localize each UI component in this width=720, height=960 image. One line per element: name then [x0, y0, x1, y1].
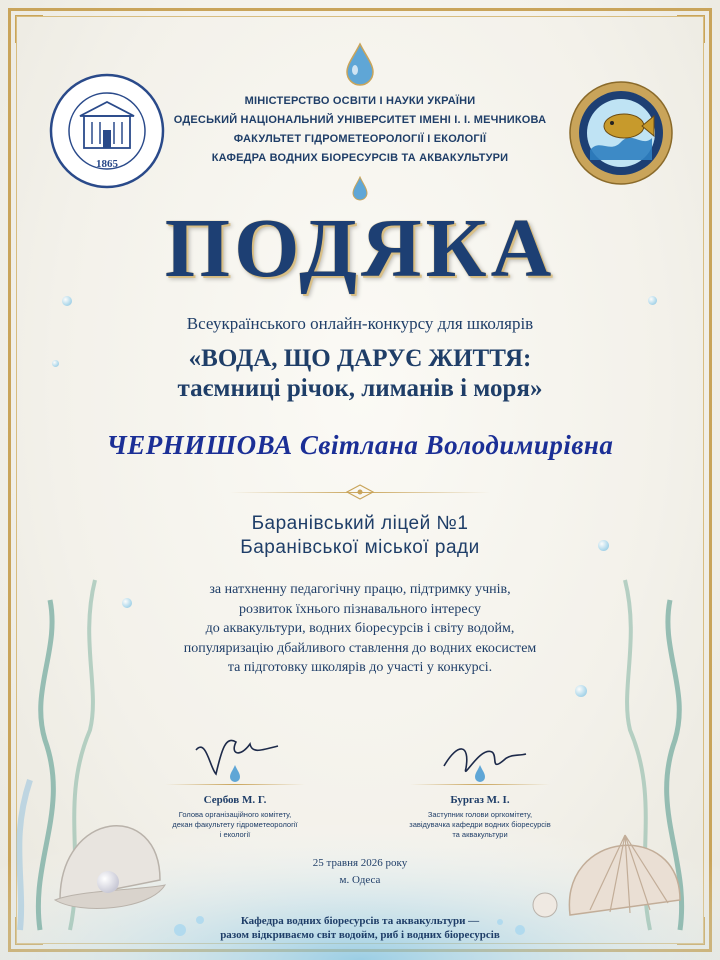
signer-role-line: і екології: [219, 830, 251, 839]
issue-date: 25 травня 2026 року: [312, 857, 408, 869]
signer-right: [375, 794, 585, 840]
signer-role: [375, 810, 585, 840]
bubble-decor: [62, 296, 72, 306]
recipient-name: ЧЕРНИШОВА Світлана Володимирівна: [106, 430, 614, 460]
reason-line: до аквакультури, водних біоресурсів і світу водойм,: [205, 621, 515, 636]
signer-role-line: та аквакультури: [452, 830, 508, 839]
reason-line: за натхненну педагогічну працю, підтримку учнів,: [209, 582, 511, 597]
signature-drop-icon: [228, 764, 242, 784]
school-line: Баранівський ліцей №1: [251, 513, 469, 534]
reason-line: популяризацію дбайливого ставлення до водних екосистем: [183, 640, 537, 656]
ministry-line: ФАКУЛЬТЕТ ГІДРОМЕТЕОРОЛОГІЇ І ЕКОЛОГІЇ: [233, 133, 487, 145]
ornament-diamond-icon: [346, 484, 374, 500]
contest-name: [0, 344, 720, 404]
reason-line: розвиток їхнього пізнавального інтересу: [239, 601, 481, 617]
footer-line: разом відкриваємо світ водойм, риб і водних біоресурсів: [220, 929, 500, 941]
signer-left: [130, 794, 340, 840]
contest-line: таємниці річок, лиманів і моря»: [177, 375, 543, 402]
ministry-line: ОДЕСЬКИЙ НАЦІОНАЛЬНИЙ УНІВЕРСИТЕТ ІМЕНІ І. І. МЕЧНИКОВА: [173, 114, 547, 126]
signer-role-line: Заступник голови оргкомітету,: [427, 810, 533, 819]
signer-role-line: декан факультету гідрометеорології: [172, 820, 298, 829]
issue-place: м. Одеса: [339, 874, 381, 886]
ministry-line: КАФЕДРА ВОДНИХ БІОРЕСУРСІВ ТА АКВАКУЛЬТУРИ: [211, 152, 509, 164]
ministry-header: [90, 92, 630, 168]
water-drop-icon: [344, 42, 376, 88]
certificate-title: ПОДЯКА: [164, 202, 556, 295]
signer-role-line: Голова організаційного комітету,: [178, 810, 292, 819]
contest-line: «ВОДА, ЩО ДАРУЄ ЖИТТЯ:: [188, 345, 532, 372]
reason-line: та підготовку школярів до участі у конкурсі.: [227, 660, 493, 675]
footer-motto: [0, 914, 720, 942]
bubble-decor: [648, 296, 657, 305]
date-place: [0, 855, 720, 889]
seal-year: 1865: [96, 158, 118, 170]
bubble-decor: [575, 685, 587, 697]
ministry-line: МІНІСТЕРСТВО ОСВІТИ І НАУКИ УКРАЇНИ: [244, 95, 476, 107]
signer-role-line: завідувачка кафедри водних біоресурсів: [409, 820, 551, 829]
signer-role: [130, 810, 340, 840]
school-line: Баранівської міської ради: [240, 537, 480, 558]
signer-name: Сербов М. Г.: [203, 794, 267, 806]
signer-name: Бургаз М. І.: [450, 794, 510, 806]
small-drop-icon: [351, 176, 369, 202]
school-name: [0, 512, 720, 560]
gratitude-reason: [0, 580, 720, 678]
signature-drop-icon: [473, 764, 487, 784]
signature-line: [165, 784, 305, 785]
signature-line: [410, 784, 550, 785]
footer-line: Кафедра водних біоресурсів та аквакультури —: [240, 915, 480, 927]
contest-subtitle: Всеукраїнського онлайн-конкурсу для школярів: [186, 314, 534, 333]
